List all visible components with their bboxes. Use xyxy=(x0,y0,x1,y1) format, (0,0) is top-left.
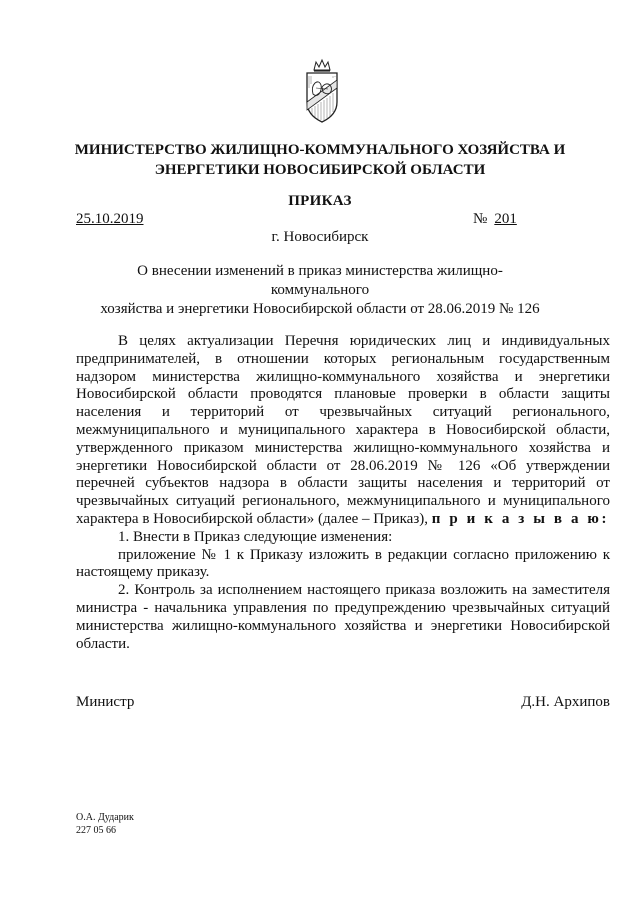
preamble-text: В целях актуализации Перечня юридических лиц и индивидуальных предпринимателей, в отношении которых региональным государственным надзором министерства жилищно-коммунального хозяйства и энергетики Новосибирской области проводятся плановые проверки в области защиты населения и территорий от чрезвычайных ситуаций регионального, межмуниципального и муниципального характера в Новосибирской области, утвержденного приказом министерства жилищно-коммунального хозяйства и энергетики Новосибирской области от 28.06.2019 № 126 «Об утверждении перечней субъектов надзора в области защиты населения и территорий от чрезвычайных ситуаций регионального, межмуниципального и муниципального характера в Новосибирской области» (далее – Приказ), xyxy=(76,333,610,527)
order-subject xyxy=(90,262,550,319)
ministry-name xyxy=(60,140,580,180)
ministry-name-line1: МИНИСТЕРСТВО ЖИЛИЩНО-КОММУНАЛЬНОГО ХОЗЯЙСТВА И xyxy=(74,142,566,158)
order-date: 25.10.2019 xyxy=(76,211,144,227)
novosibirsk-coat-of-arms-icon xyxy=(302,58,342,126)
order-city: г. Новосибирск xyxy=(271,229,369,245)
order-body xyxy=(76,333,610,653)
order-number xyxy=(473,211,517,228)
ministry-name-line2: ЭНЕРГЕТИКИ НОВОСИБИРСКОЙ ОБЛАСТИ xyxy=(154,162,486,178)
clause-1-detail: приложение № 1 к Приказу изложить в редакции согласно приложению к настоящему приказу. xyxy=(76,546,610,581)
signatory-name: Д.Н. Архипов xyxy=(521,694,610,710)
executor-phone: 227 05 66 xyxy=(76,825,116,836)
order-number-value: 201 xyxy=(494,211,517,227)
clause-2: 2. Контроль за исполнением настоящего приказа возложить на заместителя министра - начальника управления по предупреждению чрезвычайных ситуаций министерства жилищно-коммунального хозяйства и энергетики Новосибирской области. xyxy=(76,582,610,652)
order-title: ПРИКАЗ xyxy=(288,193,352,209)
executor-info xyxy=(76,811,134,837)
signatory-position: Министр xyxy=(76,694,135,710)
clause-1: 1. Внести в Приказ следующие изменения: xyxy=(118,528,393,545)
preamble-paragraph xyxy=(76,333,610,529)
order-subject-line2: хозяйства и энергетики Новосибирской области от 28.06.2019 № 126 xyxy=(100,301,540,317)
executor-name: О.А. Дударик xyxy=(76,812,134,823)
orders-keyword: п р и к а з ы в а ю: xyxy=(431,510,610,527)
order-number-label: № xyxy=(473,211,488,227)
order-subject-line1: О внесении изменений в приказ министерства жилищно-коммунального xyxy=(137,263,503,298)
